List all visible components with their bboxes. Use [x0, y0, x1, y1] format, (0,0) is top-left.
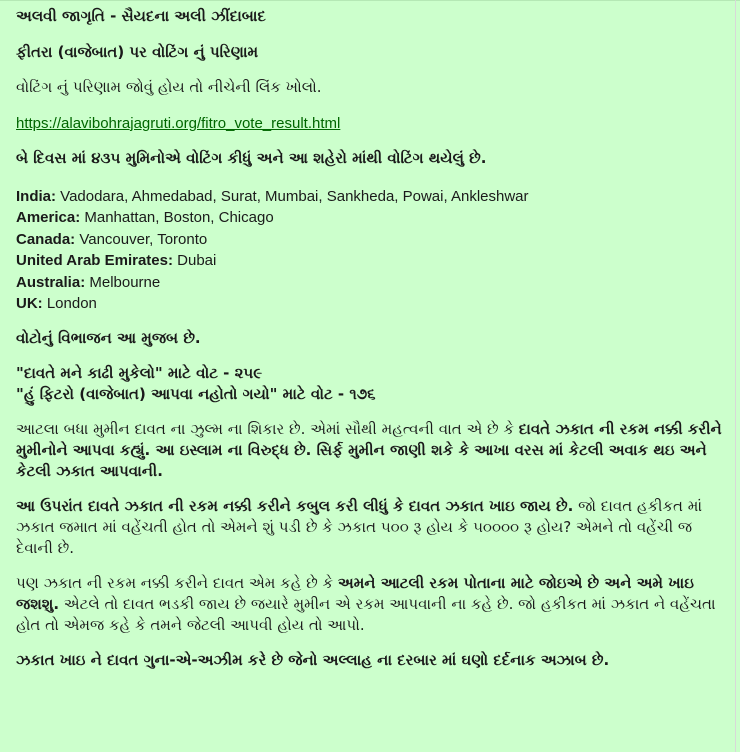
country-name: Australia:	[16, 273, 86, 291]
country-name: UK:	[16, 295, 43, 313]
location-row	[16, 186, 722, 207]
article-heading: ફીતરા (વાજેબાત) પર વોટિંગ નું પરિણામ	[16, 43, 259, 61]
paragraph-2-text: જો દાવત હકીકત માં ઝકાત જમાત માં વહેંચતી હોત તો એમને શું પડી છે કે ઝકાત ૫૦૦ રૂ હોય કે ૫૦૦૦૦ રૂ હોય? એમને તો વહેંચી જ દેવાની છે.	[16, 497, 703, 558]
breakdown-title: વોટોનું વિભાજન આ મુજબ છે.	[16, 329, 201, 348]
location-row	[16, 250, 722, 271]
vote-line: "હું ફિટરો (વાજેબાત) આપવા નહોતો ગયો" માટે વોટ - ૧૭૬	[16, 385, 376, 404]
country-name: United Arab Emirates:	[16, 252, 173, 270]
location-row	[16, 272, 722, 293]
city-list: Dubai	[177, 252, 217, 270]
paragraph-3-bold: અમને આટલી રકમ પોતાના માટે જોઇએ છે અને અમે ખાઇ જશશુ.	[16, 574, 694, 614]
summary-text: બે દિવસ માં ૪૩૫ મુમિનોએ વોટિંગ કીધું અને આ શહેરો માંથી વોટિંગ થયેલું છે.	[16, 149, 487, 167]
page-title: અલવી જાગૃતિ - સૈયદના અલી ઝીંદાબાદ	[16, 7, 266, 25]
paragraph-3-text: પણ ઝકાત ની રકમ નક્કી કરીને દાવત એમ કહે છે કે	[16, 574, 338, 593]
paragraph-3	[16, 573, 722, 636]
city-list: London	[46, 295, 97, 313]
right-border	[735, 0, 736, 752]
city-list: Vancouver, Toronto	[79, 230, 208, 248]
closing-text: ઝકાત ખાઇ ને દાવત ગુના-એ-અઝીમ કરે છે જેનો અલ્લાહ ના દરબાર માં ઘણો દર્દનાક અઝાબ છે.	[16, 651, 610, 670]
top-border	[0, 0, 740, 1]
paragraph-1	[16, 419, 722, 482]
country-name: Canada:	[16, 230, 76, 248]
paragraph-2	[16, 496, 722, 559]
city-list: Vadodara, Ahmedabad, Surat, Mumbai, Sankheda, Powai, Ankleshwar	[60, 188, 529, 205]
paragraph-3-text-end: એટલે તો દાવત ભડકી જાય છે જયારે મુમીન એ રકમ આપવાની ના કહે છે. જો હકીકત માં ઝકાત ને વહેંચતા હોત તો એમજ કહે કે તમને જેટલી આપવી હોય તો આપો.	[16, 595, 716, 635]
city-list: Melbourne	[89, 273, 161, 291]
country-name: India:	[16, 188, 56, 205]
vote-result-link[interactable]: https://alavibohrajagruti.org/fitro_vote_result.html	[16, 115, 341, 132]
vote-line: "દાવતે મને કાઢી મુકેલો" માટે વોટ - ૨૫૯	[16, 364, 263, 383]
paragraph-1-bold: દાવતે ઝકાત ની રકમ નક્કી કરીને મુમીનોને આપવા કહ્યું. આ ઇસ્લામ ના વિરુદ્ધ છે. સિર્ફ મુમીન જાણી શકે કે આખા વરસ માં કેટલી અવાક થઇ અને કેટલી ઝકાત આપવાની.	[16, 420, 722, 481]
city-list: Manhattan, Boston, Chicago	[84, 209, 274, 227]
location-row	[16, 229, 722, 250]
locations-list	[16, 186, 722, 314]
location-row	[16, 207, 722, 228]
vote-breakdown	[16, 363, 722, 405]
location-row	[16, 293, 722, 314]
intro-text: વોટિંગ નું પરિણામ જોવું હોય તો નીચેની લિંક ખોલો.	[16, 78, 322, 96]
country-name: America:	[16, 209, 81, 227]
link-paragraph	[16, 113, 722, 134]
paragraph-2-bold: આ ઉપરાંત દાવતે ઝકાત ની રકમ નક્કી કરીને કબુલ કરી લીધું કે દાવત ઝકાત ખાઇ જાય છે.	[16, 497, 574, 516]
paragraph-1-text: આટલા બધા મુમીન દાવત ના ઝુલ્મ ના શિકાર છે. એમાં સૌથી મહત્વની વાત એ છે કે	[16, 420, 519, 439]
